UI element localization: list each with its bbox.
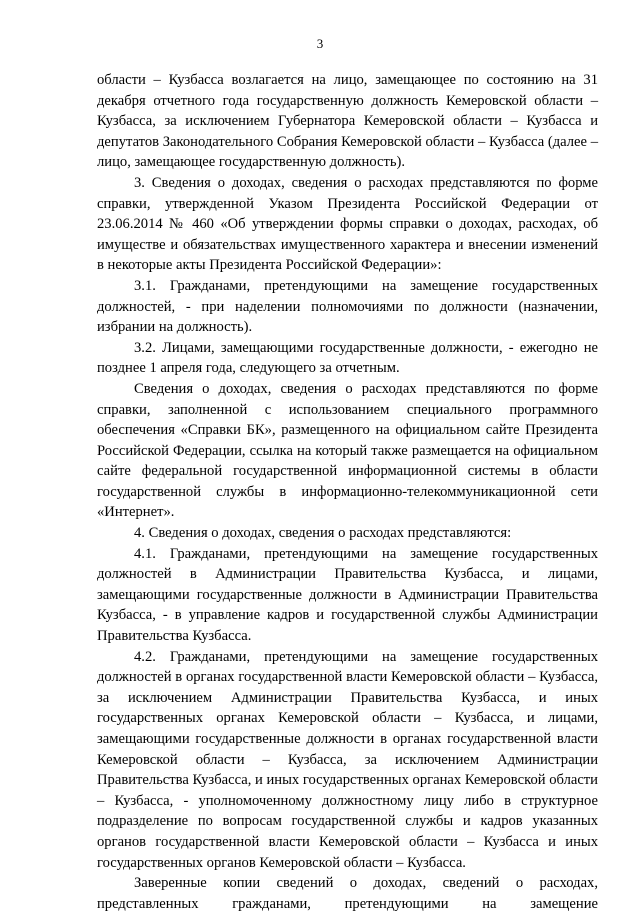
paragraph: области – Кузбасса возлагается на лицо, замещающее по состоянию на 31 декабря отчетного года государственную должность Кемеровской области – Кузбасса, за исключением Губернатора Кемеровской области – Кузбасса и депутатов Законодательного Собрания Кемеровской области – Кузбасса (далее – лицо, замещающее государственную должность). <box>97 72 598 171</box>
paragraph: 3.1. Гражданами, претендующими на замещение государственных должностей, - при наделении полномочиями по должности (назначении, избрании на должность). <box>97 277 598 336</box>
paragraph: Заверенные копии сведений о доходах, сведений о расходах, представленных гражданами, претендующими на замещение <box>97 875 598 912</box>
paragraph: 3.2. Лицами, замещающими государственные должности, - ежегодно не позднее 1 апреля года, следующего за отчетным. <box>97 339 598 377</box>
document-body <box>97 70 598 914</box>
paragraph: 4.2. Гражданами, претендующими на замещение государственных должностей в органах государственной власти Кемеровской области – Кузбасса, за исключением Администрации Правительства Кузбасса, и иных государственных органах Кемеровской области – Кузбасса, и лицами, замещающими государственные должности в органах государственной власти Кемеровской области – Кузбасса, за исключением Администрации Правительства Кузбасса, и иных государственных органах Кемеровской области – Кузбасса, - уполномоченному должностному лицу либо в структурное подразделение по вопросам государственной службы и кадров указанных органов государственной власти Кемеровской области – Кузбасса и иных государственных органов Кемеровской области – Кузбасса. <box>97 648 598 871</box>
page-number: 3 <box>316 36 324 51</box>
paragraph: Сведения о доходах, сведения о расходах представляются по форме справки, заполненной с использованием специального программного обеспечения «Справки БК», размещенного на официальном сайте Президента Российской Федерации, ссылка на который также размещается на официальном сайте федеральной государственной информационной системы в области государственной службы в информационно-телекоммуникационной сети «Интернет». <box>97 380 598 521</box>
paragraph: 4. Сведения о доходах, сведения о расходах представляются: <box>134 525 512 542</box>
paragraph: 4.1. Гражданами, претендующими на замещение государственных должностей в Администрации Правительства Кузбасса, и лицами, замещающими государственные должности в Администрации Правительства Кузбасса, - в управление кадров и государственной службы Администрации Правительства Кузбасса. <box>97 545 598 645</box>
paragraph: 3. Сведения о доходах, сведения о расходах представляются по форме справки, утвержденной Указом Президента Российской Федерации от 23.06.2014 № 460 «Об утверждении формы справки о доходах, расходах, об имуществе и обязательствах имущественного характера и внесении изменений в некоторые акты Президента Российской Федерации»: <box>97 174 598 274</box>
